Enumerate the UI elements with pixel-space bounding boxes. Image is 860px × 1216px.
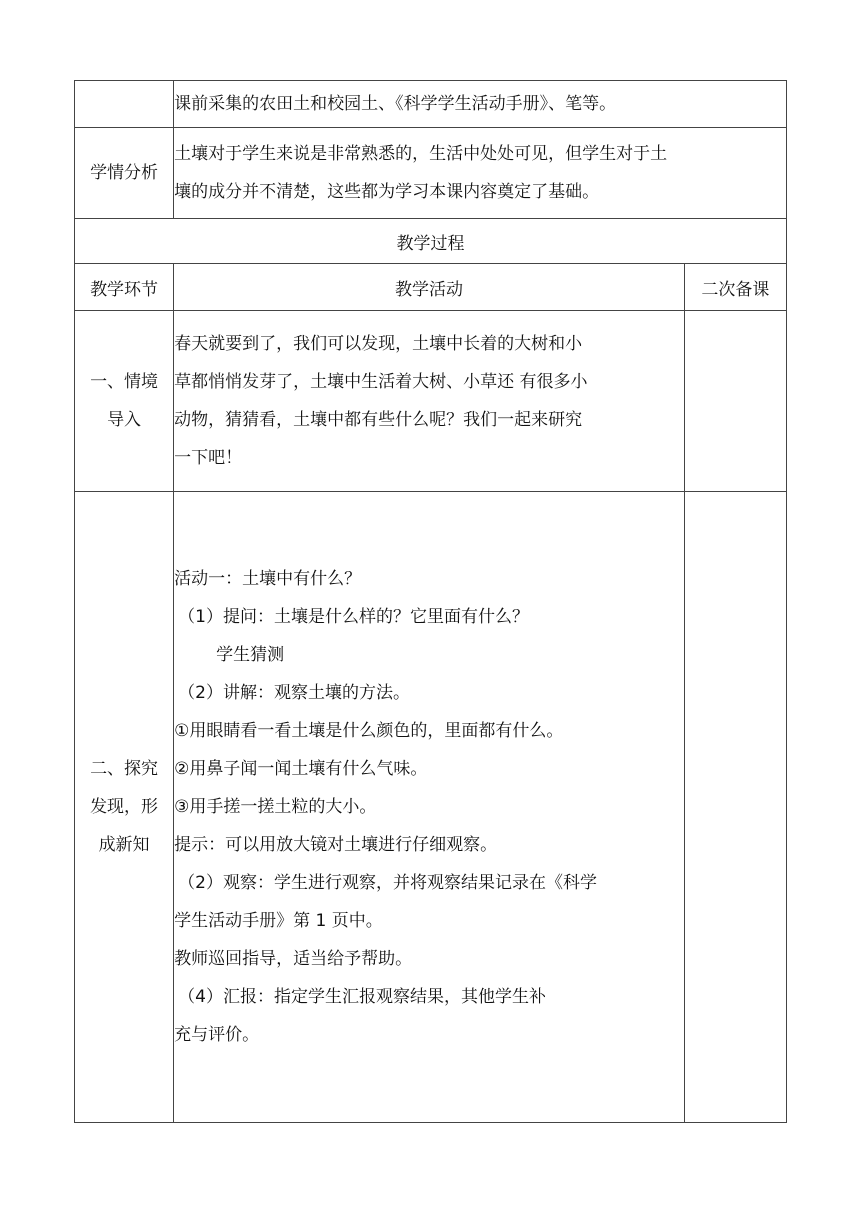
explore-row: [75, 492, 787, 1123]
intro-label-line: 一、情境: [90, 372, 159, 392]
explore-line: 活动一：土壤中有什么？: [174, 569, 362, 589]
materials-content: [174, 81, 787, 128]
intro-notes-cell: [684, 311, 786, 492]
header-second-preparation: 二次备课: [684, 264, 786, 311]
intro-line: 春天就要到了，我们可以发现，土壤中长着的大树和小: [174, 334, 583, 354]
explore-line: ①用眼睛看一看土壤是什么颜色的，里面都有什么。: [174, 721, 564, 741]
explore-content: [174, 492, 685, 1123]
explore-line: 教师巡回指导，适当给予帮助。: [174, 949, 413, 969]
explore-line: （4）汇报：指定学生汇报观察结果，其他学生补: [178, 987, 546, 1007]
materials-label-cell: [75, 81, 174, 128]
materials-text: 课前采集的农田土和校园土、《科学学生活动手册》、笔等。: [174, 94, 617, 114]
explore-line: 充与评价。: [174, 1025, 260, 1045]
explore-line: （1）提问：土壤是什么样的？它里面有什么？: [178, 607, 529, 627]
intro-row: [75, 311, 787, 492]
explore-label: [75, 492, 174, 1123]
explore-line: （2）观察：学生进行观察，并将观察结果记录在《科学: [178, 873, 597, 893]
explore-line: （2）讲解：观察土壤的方法。: [178, 683, 410, 703]
explore-label-line: 发现，形: [90, 797, 159, 817]
analysis-line: 壤的成分并不清楚，这些都为学习本课内容奠定了基础。: [174, 182, 600, 202]
explore-label-line: 二、探究: [90, 759, 159, 779]
analysis-content: [174, 128, 787, 219]
intro-content: [174, 311, 685, 492]
process-title-row: [75, 219, 787, 264]
explore-line: 学生猜测: [216, 645, 285, 665]
explore-label-line: 成新知: [98, 835, 150, 855]
explore-line: ②用鼻子闻一闻土壤有什么气味。: [174, 759, 428, 779]
analysis-line: 土壤对于学生来说是非常熟悉的，生活中处处可见，但学生对于土: [174, 144, 668, 164]
analysis-row: [75, 128, 787, 219]
explore-line: ③用手搓一搓土粒的大小。: [174, 797, 377, 817]
header-teaching-activity: 教学活动: [174, 264, 685, 311]
header-teaching-stage: 教学环节: [75, 264, 174, 311]
intro-line: 草都悄悄发芽了，土壤中生活着大树、小草还 有很多小: [174, 372, 588, 392]
explore-line: 提示：可以用放大镜对土壤进行仔细观察。: [174, 835, 498, 855]
intro-line: 一下吧！: [174, 448, 243, 468]
intro-label-line: 导入: [107, 410, 142, 430]
intro-label: [75, 311, 174, 492]
lesson-plan-table: [74, 80, 787, 1123]
explore-line: 学生活动手册》第 1 页中。: [174, 911, 383, 931]
materials-row: [75, 81, 787, 128]
explore-notes-cell: [684, 492, 786, 1123]
intro-line: 动物，猜猜看，土壤中都有些什么呢？我们一起来研究: [174, 410, 583, 430]
analysis-label: 学情分析: [75, 128, 174, 219]
column-header-row: [75, 264, 787, 311]
process-title: 教学过程: [75, 219, 787, 264]
